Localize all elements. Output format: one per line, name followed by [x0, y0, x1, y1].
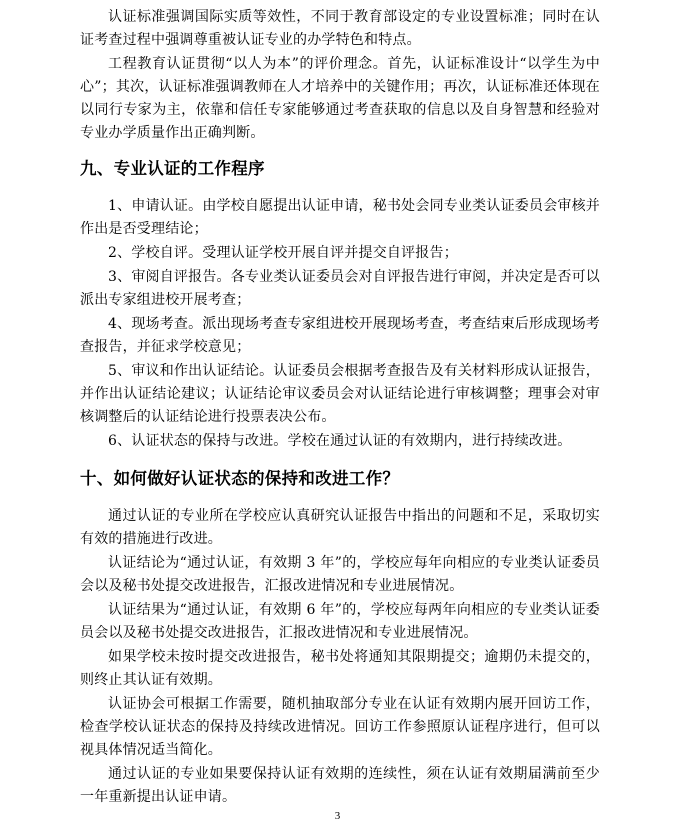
maintenance-paragraph-6: 通过认证的专业如果要保持认证有效期的连续性，须在认证有效期届满前至少一年重新提出认证申请。	[80, 766, 600, 805]
maintenance-paragraph-3: 认证结果为“通过认证，有效期 6 年”的，学校应每两年向相应的专业类认证委员会以及秘书处提交改进报告，汇报改进情况和专业进展情况。	[80, 602, 600, 641]
maintenance-paragraph-4: 如果学校未按时提交改进报告，秘书处将通知其限期提交；逾期仍未提交的，则终止其认证有效期。	[80, 649, 600, 688]
intro-paragraph-2: 工程教育认证贯彻“以人为本”的评价理念。首先，认证标准设计“以学生为中心”；其次，认证标准强调教师在人才培养中的关键作用；再次，认证标准还体现在以同行专家为主，依靠和信任专家能够通过考查获取的信息以及自身智慧和经验对专业办学质量作出正确判断。	[80, 56, 600, 141]
procedure-step-4: 4、现场考查。派出现场考查专家组进校开展现场考查，考查结束后形成现场考查报告，并征求学校意见；	[80, 316, 600, 355]
maintenance-paragraph-1: 通过认证的专业所在学校应认真研究认证报告中指出的问题和不足，采取切实有效的措施进行改进。	[80, 508, 600, 547]
maintenance-paragraph-5: 认证协会可根据工作需要，随机抽取部分专业在认证有效期内展开回访工作，检查学校认证状态的保持及持续改进情况。回访工作参照原认证程序进行，但可以视具体情况适当简化。	[80, 696, 600, 758]
intro-paragraph-1: 认证标准强调国际实质等效性，不同于教育部设定的专业设置标准；同时在认证考查过程中强调尊重被认证专业的办学特色和特点。	[80, 9, 600, 48]
procedure-step-5: 5、审议和作出认证结论。认证委员会根据考查报告及有关材料形成认证报告，并作出认证结论建议；认证结论审议委员会对认证结论进行审核调整；理事会对审核调整后的认证结论进行投票表决公布。	[80, 363, 600, 425]
procedure-step-3: 3、审阅自评报告。各专业类认证委员会对自评报告进行审阅，并决定是否可以派出专家组进校开展考查；	[80, 269, 600, 308]
document-page	[80, 6, 600, 810]
procedure-step-1: 1、申请认证。由学校自愿提出认证申请，秘书处会同专业类认证委员会审核并作出是否受理结论；	[80, 198, 600, 237]
maintenance-paragraph-2: 认证结论为“通过认证，有效期 3 年”的，学校应每年向相应的专业类认证委员会以及秘书处提交改进报告，汇报改进情况和专业进展情况。	[80, 555, 600, 594]
procedure-step-2: 2、学校自评。受理认证学校开展自评并提交自评报告；	[108, 245, 458, 261]
procedure-step-6: 6、认证状态的保持与改进。学校在通过认证的有效期内，进行持续改进。	[108, 433, 572, 449]
section-10-heading: 十、如何做好认证状态的保持和改进工作？	[80, 469, 400, 488]
page-number: 3	[334, 810, 341, 822]
section-9-heading: 九、专业认证的工作程序	[80, 159, 265, 178]
